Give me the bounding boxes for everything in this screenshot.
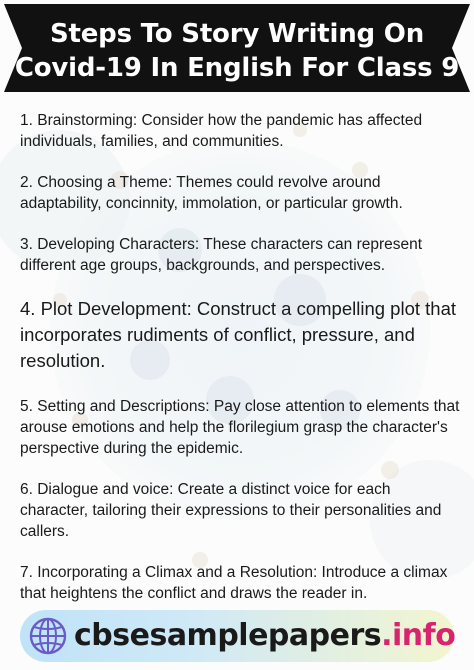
page-title (4, 17, 470, 85)
step-6: 6. Dialogue and voice: Create a distinct voice for each character, tailoring their expressions to their personalities and callers. (20, 481, 442, 540)
steps-list (20, 110, 460, 624)
step-7: 7. Incorporating a Climax and a Resolution: Introduce a climax that heightens the conflict and draws the reader in. (20, 564, 448, 602)
brand-name: cbsesamplepapers (74, 618, 382, 653)
brand-logo-text (74, 617, 455, 655)
brand-footer[interactable] (20, 610, 454, 662)
globe-icon (28, 616, 68, 656)
title-line-1: Steps To Story Writing On (49, 19, 425, 49)
title-banner (4, 4, 470, 92)
step-2: 2. Choosing a Theme: Themes could revolve around adaptability, concinnity, immolation, or particular growth. (20, 174, 403, 212)
step-4: 4. Plot Development: Construct a compelling plot that incorporates rudiments of conflict, pressure, and resolution. (20, 298, 457, 371)
step-3: 3. Developing Characters: These characters can represent different age groups, backgrounds, and perspectives. (20, 236, 423, 274)
step-5: 5. Setting and Descriptions: Pay close attention to elements that arouse emotions and help the florilegium grasp the character's perspective during the epidemic. (20, 398, 460, 457)
brand-tld: .info (381, 618, 456, 653)
step-1: 1. Brainstorming: Consider how the pandemic has affected individuals, families, and communities. (20, 112, 423, 150)
title-line-2: Covid-19 In English For Class 9 (14, 53, 460, 83)
